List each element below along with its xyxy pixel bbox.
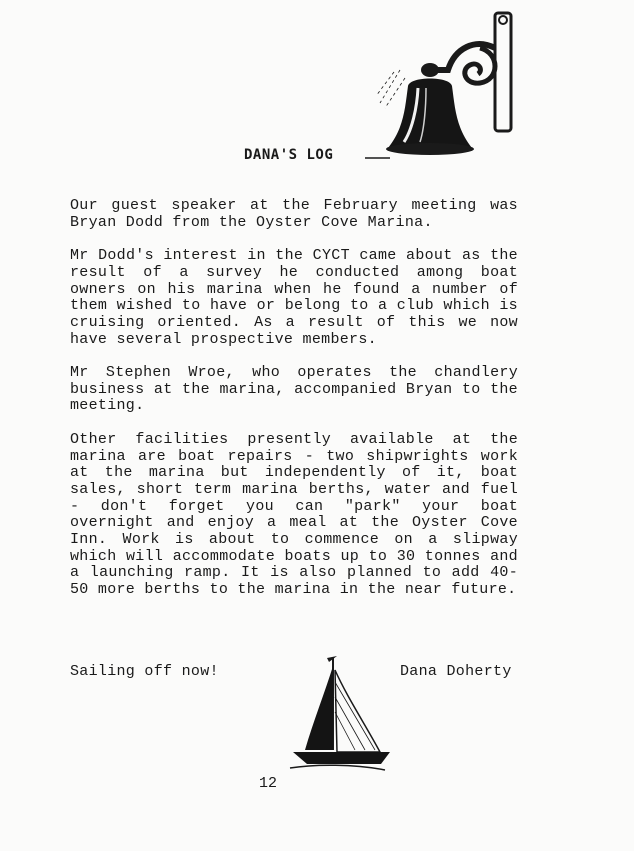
page-number: 12 [259,775,278,792]
paragraph: Other facilities presently available at the marina are boat repairs - two shipwrights work at the marina but independently of it, boat sales, short term marina berths, water and fuel - don't forget you can "park" your boat overnight and enjoy a meal at the Oyster Cove Inn. Work is about to commence on a slipway which will accommodate boats up to 30 tonnes and a launching ramp. It is also planned to add 40-50 more berths to the marina in the near future. [70,430,518,599]
bell-icon [360,8,525,173]
page-title: DANA'S LOG [244,147,334,163]
article-body [70,198,518,616]
sailboat-icon [285,652,395,777]
signoff-message: Sailing off now! [70,663,219,680]
author-name: Dana Doherty [400,663,512,680]
paragraph: Our guest speaker at the February meeting was Bryan Dodd from the Oyster Cove Marina. [70,197,518,231]
paragraph: Mr Dodd's interest in the CYCT came about as the result of a survey he conducted among boat owners on his marina when he found a number of them wished to have or belong to a club which is cruising oriented. As a result of this we now have several prospective members. [70,247,518,348]
paragraph: Mr Stephen Wroe, who operates the chandlery business at the marina, accompanied Bryan to the meeting. [70,364,518,415]
